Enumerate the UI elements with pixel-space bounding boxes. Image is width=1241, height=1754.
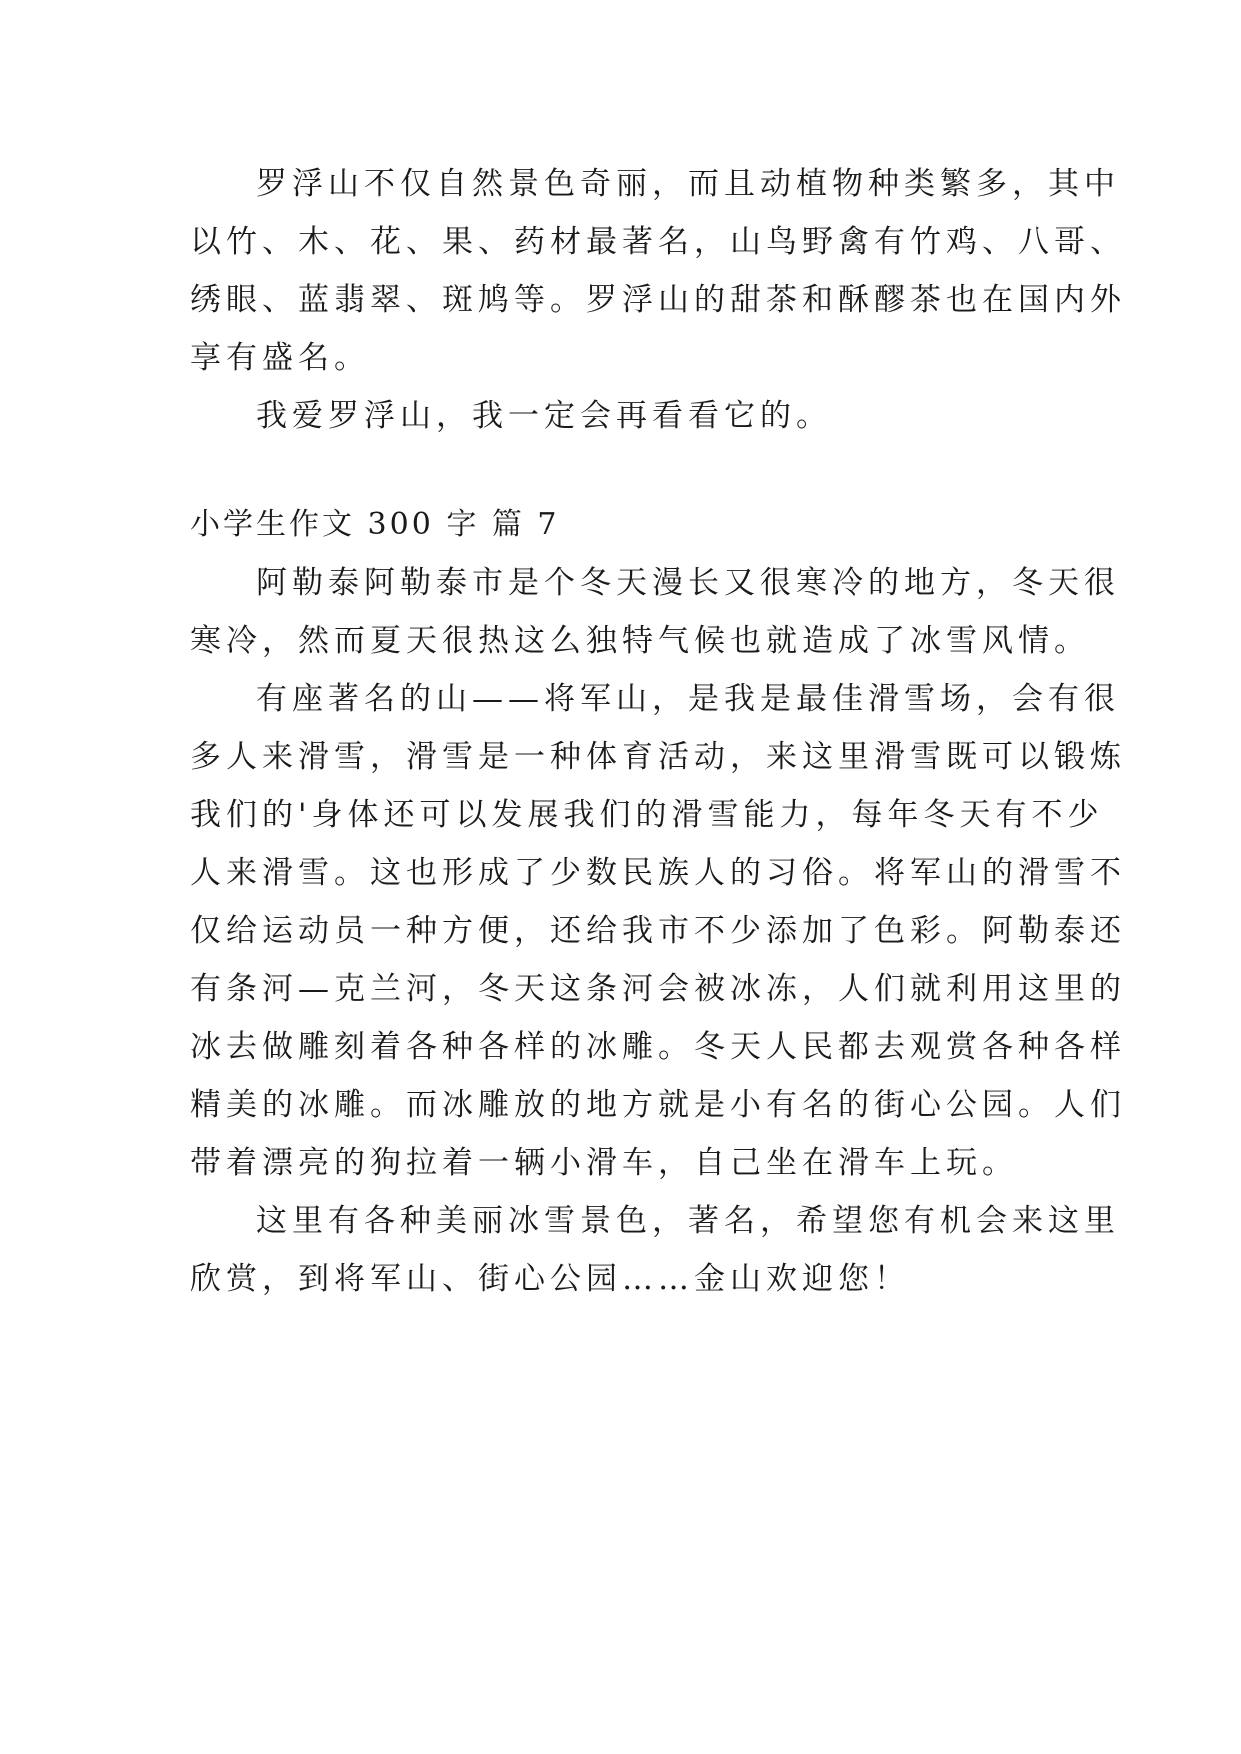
text-line: 享有盛名。 xyxy=(190,340,370,376)
text-line: 欣赏，到将军山、街心公园……金山欢迎您！ xyxy=(190,1261,910,1297)
text-line: 带着漂亮的狗拉着一辆小滑车，自己坐在滑车上玩。 xyxy=(190,1145,1018,1181)
text-line: 我们的'身体还可以发展我们的滑雪能力，每年冬天有不少 xyxy=(190,797,1104,833)
text-line: 冰去做雕刻着各种各样的冰雕。冬天人民都去观赏各种各样 xyxy=(190,1029,1126,1065)
document-page xyxy=(190,155,1126,1308)
text-line: 罗浮山不仅自然景色奇丽，而且动植物种类繁多，其中 xyxy=(256,166,1120,202)
text-line: 有座著名的山——将军山，是我是最佳滑雪场，会有很 xyxy=(256,681,1120,717)
text-line: 以竹、木、花、果、药材最著名，山鸟野禽有竹鸡、八哥、 xyxy=(190,224,1126,260)
section-spacer xyxy=(190,445,1070,496)
text-line: 人来滑雪。这也形成了少数民族人的习俗。将军山的滑雪不 xyxy=(190,855,1126,891)
text-line: 多人来滑雪，滑雪是一种体育活动，来这里滑雪既可以锻炼 xyxy=(190,739,1126,775)
text-line: 有条河—克兰河，冬天这条河会被冰冻，人们就利用这里的 xyxy=(190,971,1126,1007)
text-line: 我爱罗浮山，我一定会再看看它的。 xyxy=(256,398,832,434)
text-line: 绣眼、蓝翡翠、斑鸠等。罗浮山的甜茶和酥醪茶也在国内外 xyxy=(190,282,1126,318)
text-line: 仅给运动员一种方便，还给我市不少添加了色彩。阿勒泰还 xyxy=(190,913,1126,949)
paragraph-luofushan-nature xyxy=(190,155,1126,387)
paragraph-luofushan-closing xyxy=(190,387,1070,445)
text-line: 这里有各种美丽冰雪景色，著名，希望您有机会来这里 xyxy=(256,1203,1120,1239)
essay-heading: 小学生作文 300 字 篇 7 xyxy=(190,507,560,542)
paragraph-general-mountain xyxy=(190,670,1126,1192)
text-line: 精美的冰雕。而冰雕放的地方就是小有名的街心公园。人们 xyxy=(190,1087,1126,1123)
paragraph-altay-climate xyxy=(190,554,1120,670)
text-line: 阿勒泰阿勒泰市是个冬天漫长又很寒冷的地方，冬天很 xyxy=(256,565,1120,601)
paragraph-altay-closing xyxy=(190,1192,1120,1308)
text-line: 寒冷，然而夏天很热这么独特气候也就造成了冰雪风情。 xyxy=(190,623,1090,659)
